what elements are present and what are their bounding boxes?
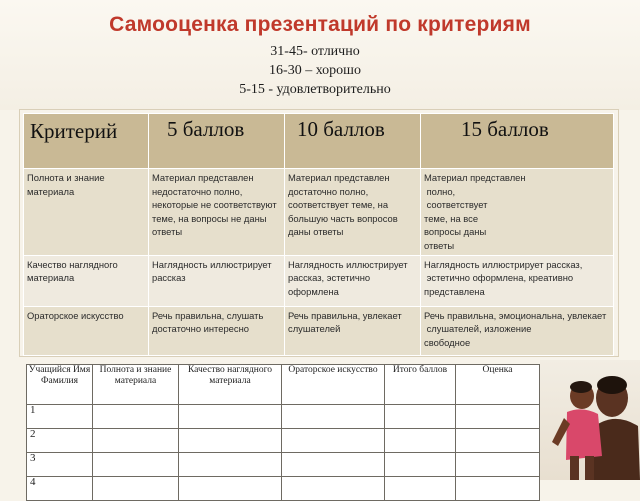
score-cell[interactable]	[456, 453, 540, 477]
student-row	[27, 477, 540, 501]
children-photo	[540, 360, 640, 480]
cell-line: полно,	[424, 185, 456, 197]
header-5-points: 5 баллов	[149, 114, 285, 169]
score-cell[interactable]	[282, 405, 385, 429]
score-scale-satisfactory: 5-15 - удовлетворительно	[239, 82, 391, 97]
cell-line: соответствует	[424, 199, 488, 211]
header-10-points: 10 баллов	[285, 114, 421, 169]
criterion-name: Полнота и знание материала	[24, 169, 149, 256]
header-visual-quality: Качество наглядного материала	[179, 365, 282, 405]
cell-line: Наглядность иллюстрирует рассказ,	[424, 258, 583, 270]
cell-line: Речь правильна, эмоциональна, увлекает	[424, 309, 607, 321]
header-knowledge: Полнота и знание материала	[93, 365, 179, 405]
criteria-table	[23, 113, 614, 356]
cell-line: ответы	[424, 239, 455, 251]
criterion-15-points	[421, 169, 614, 256]
score-cell[interactable]	[179, 477, 282, 501]
student-row	[27, 405, 540, 429]
cell-line: представлена	[424, 285, 485, 297]
score-cell[interactable]	[385, 429, 456, 453]
page-title: Самооценка презентаций по критериям	[109, 13, 531, 36]
cell-line: Материал представлен	[424, 172, 526, 183]
student-row	[27, 429, 540, 453]
row-number: 1	[27, 405, 93, 429]
score-cell[interactable]	[179, 405, 282, 429]
criteria-row	[24, 306, 614, 355]
cell-line: вопросы даны	[424, 226, 487, 238]
criterion-15-points	[421, 255, 614, 306]
student-row	[27, 453, 540, 477]
score-cell[interactable]	[456, 477, 540, 501]
cell-line: эстетично оформлена, креативно	[424, 272, 574, 284]
header-15-points: 15 баллов	[421, 114, 614, 169]
score-cell[interactable]	[456, 405, 540, 429]
header-student-name: Учащийся Имя Фамилия	[27, 365, 93, 405]
criterion-5-points: Материал представлен недостаточно полно, некоторые не соответствуют теме, на вопросы не даны ответы	[149, 169, 285, 256]
score-cell[interactable]	[282, 477, 385, 501]
criterion-10-points: Материал представлен достаточно полно, соответствует теме, на большую часть вопросов даны ответы	[285, 169, 421, 256]
score-cell[interactable]	[385, 453, 456, 477]
criterion-5-points: Речь правильна, слушать достаточно интересно	[149, 306, 285, 355]
criterion-10-points: Наглядность иллюстрирует рассказ, эстетично оформлена	[285, 255, 421, 306]
score-cell[interactable]	[385, 405, 456, 429]
criterion-15-points	[421, 306, 614, 355]
criteria-header-row	[24, 114, 614, 169]
row-number: 4	[27, 477, 93, 501]
score-cell[interactable]	[179, 429, 282, 453]
cell-line: свободное	[424, 336, 471, 348]
score-scale-excellent: 31-45- отлично	[270, 44, 360, 59]
score-cell[interactable]	[456, 429, 540, 453]
score-cell[interactable]	[93, 405, 179, 429]
cell-line: слушателей, изложение	[424, 323, 532, 335]
header-total-points: Итого баллов	[385, 365, 456, 405]
criterion-name: Ораторское искусство	[24, 306, 149, 355]
criteria-row	[24, 169, 614, 256]
header-oratory: Ораторское искусство	[282, 365, 385, 405]
criterion-name: Качество наглядного материала	[24, 255, 149, 306]
row-number: 2	[27, 429, 93, 453]
criterion-10-points: Речь правильна, увлекает слушателей	[285, 306, 421, 355]
header-grade: Оценка	[456, 365, 540, 405]
row-number: 3	[27, 453, 93, 477]
header-criterion: Критерий	[24, 114, 149, 169]
student-header-row	[27, 365, 540, 405]
student-table	[26, 364, 540, 501]
criterion-5-points: Наглядность иллюстрирует рассказ	[149, 255, 285, 306]
score-cell[interactable]	[93, 477, 179, 501]
score-scale-good: 16-30 – хорошо	[269, 63, 361, 78]
score-cell[interactable]	[282, 429, 385, 453]
children-photo-illustration	[540, 360, 640, 480]
criteria-row	[24, 255, 614, 306]
score-cell[interactable]	[179, 453, 282, 477]
cell-line: теме, на все	[424, 212, 479, 224]
score-cell[interactable]	[93, 429, 179, 453]
score-cell[interactable]	[93, 453, 179, 477]
score-cell[interactable]	[282, 453, 385, 477]
score-cell[interactable]	[385, 477, 456, 501]
